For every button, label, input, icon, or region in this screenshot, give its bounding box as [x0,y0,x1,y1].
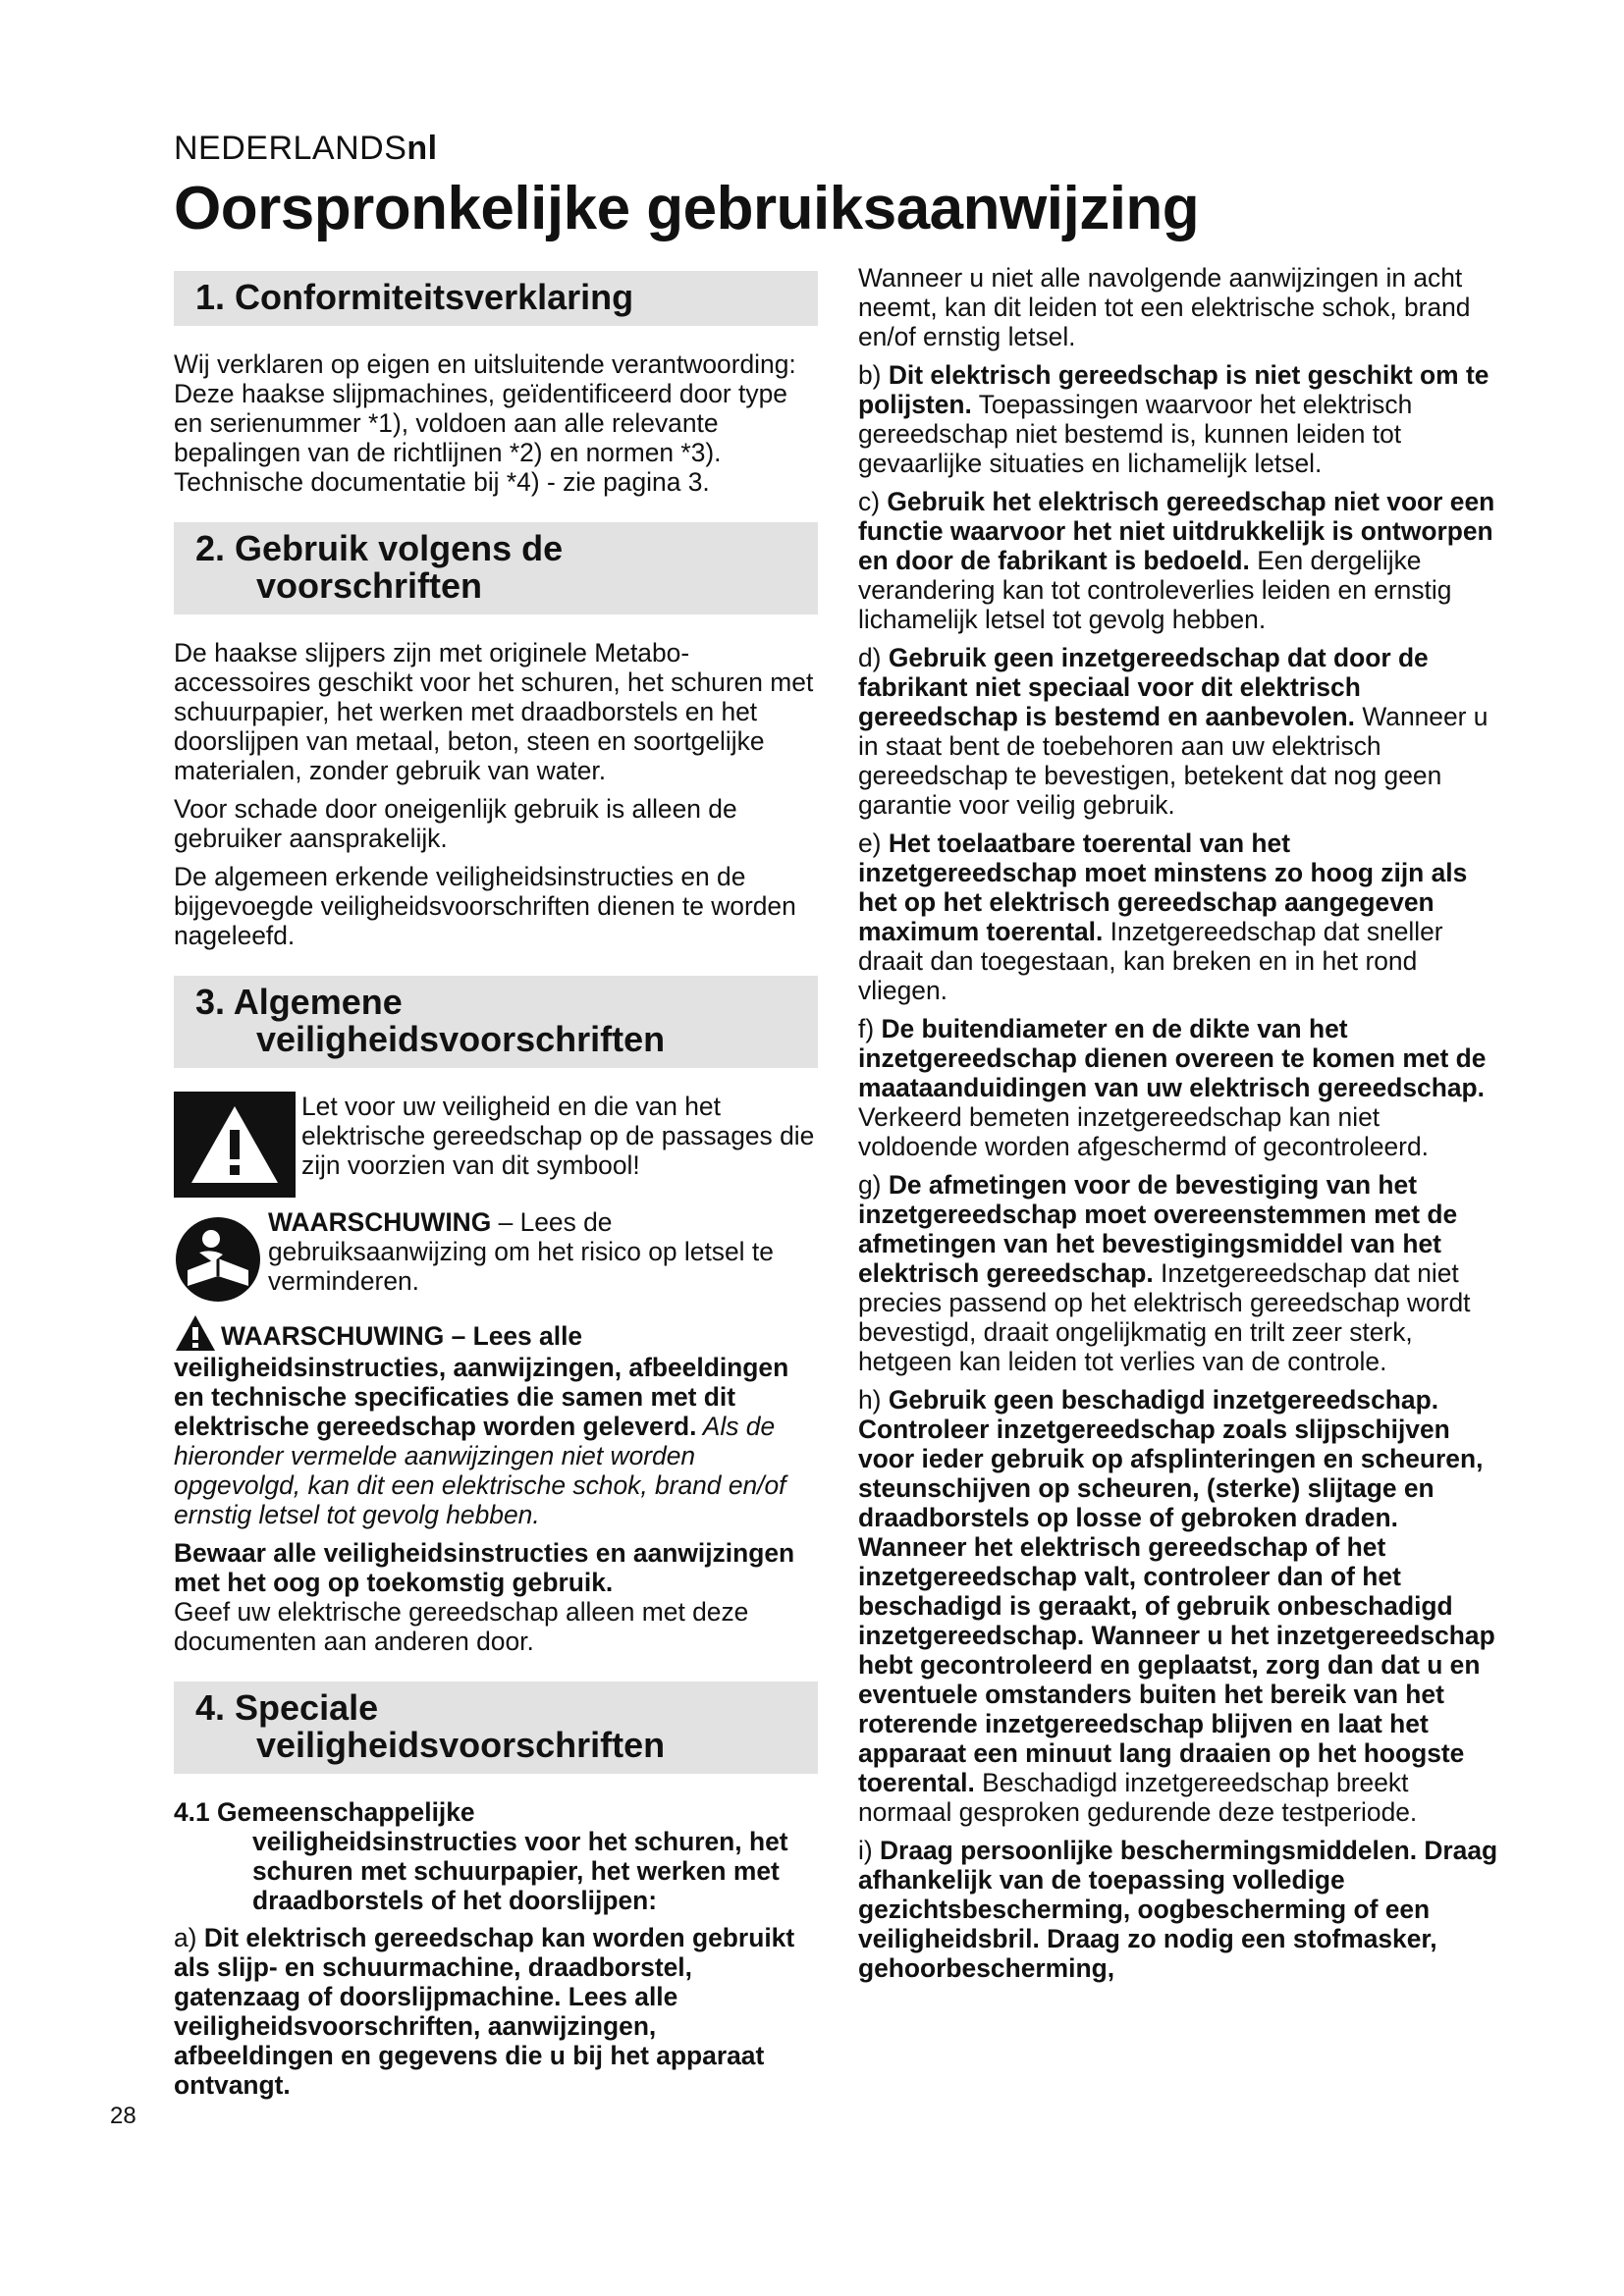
item-d-text: d) Gebruik geen inzetgereedschap dat door de fabrikant niet speciaal voor dit elektrisch gereedschap is bestemd en aanbevolen. Wanneer u in staat bent de toebehoren aan uw elektrisch gereedschap te bevestigen, betekent dat nog geen garantie voor veilig gebruik. [858,643,1489,820]
symbol-note-text: Let voor uw veiligheid en die van het elektrische gereedschap op de passages die zijn voorzien van dit symbool! [301,1092,815,1180]
item-c-text: c) Gebruik het elektrisch gereedschap niet voor een functie waarvoor het niet uitdrukkelijk is ontworpen en door de fabrikant is bedoeld. Een dergelijke verandering kan tot controleverlies leiden en ernstig lichamelijk letsel tot gevolg hebben. [858,487,1495,634]
subsection-4-1-heading: 4.1 Gemeenschappelijke veiligheidsinstructies voor het schuren, het schuren met schuurpapier, het werken met draadborstels of het doorslijpen: [174,1797,788,1915]
warning-read-manual-text: WAARSCHUWING – Lees de gebruiksaanwijzing om het risico op letsel te verminderen. [268,1207,774,1296]
section-4-heading: 4. Speciale veiligheidsvoorschriften [174,1682,818,1774]
warning-triangle-icon [174,1092,296,1198]
page-number: 28 [110,2103,136,2129]
section-2-heading: 2. Gebruik volgens de voorschriften [174,522,818,614]
conformity-text: Wij verklaren op eigen en uitsluitende verantwoording: Deze haakse slijpmachines, geïdentificeerd door type en serienummer *1), voldoen aan alle relevante bepalingen van de richtlijnen *2) en normen *3). Technische documentatie bij *4) - zie pagina 3. [174,349,796,497]
pass-on-text: Geef uw elektrische gereedschap alleen met deze documenten aan anderen door. [174,1597,749,1656]
liability-text: Voor schade door oneigenlijk gebruik is alleen de gebruiker aansprakelijk. [174,794,737,853]
keep-instructions-text: Bewaar alle veiligheidsinstructies en aanwijzingen met het oog op toekomstig gebruik. [174,1538,795,1597]
instructions-text: De algemeen erkende veiligheidsinstructies en de bijgevoegde veiligheidsvoorschriften dienen te worden nageleefd. [174,862,796,950]
item-h-text: h) Gebruik geen beschadigd inzetgereedschap. Controleer inzetgereedschap zoals slijpschijven voor ieder gebruik op afsplinteringen en scheuren, steunschijven op scheuren, (sterke) slijtage en draadborstels op losse of gebroken draden. Wanneer het elektrisch gereedschap of het inzetgereedschap valt, controleer dan of het beschadigd is geraakt, of gebruik onbeschadigd inzetgereedschap. Wanneer u het inzetgereedschap hebt gecontroleerd en geplaatst, zorg dan dat u en eventuele omstanders buiten het bereik van het roterende inzetgereedschap blijven en laat het apparaat een minuut lang draaien op het hoogste toerental. Beschadigd inzetgereedschap breekt normaal gesproken gedurende deze testperiode. [858,1385,1495,1827]
right-column [858,263,1506,1992]
section-1-heading: 1. Conformiteitsverklaring [174,271,818,326]
item-a-continued-text: Wanneer u niet alle navolgende aanwijzingen in acht neemt, kan dit leiden tot een elektrische schok, brand en/of ernstig letsel. [858,263,1471,351]
left-column [174,263,818,2109]
item-g-text: g) De afmetingen voor de bevestiging van het inzetgereedschap moet overeenstemmen met de afmetingen van het bevestigingsmiddel van het elektrisch gereedschap. Inzetgereedschap dat niet precies passend op het elektrisch gereedschap wordt bevestigd, draait ongelijkmatig en trilt zeer sterk, hetgeen kan leiden tot verlies van de controle. [858,1170,1471,1376]
symbol-note-row [174,1092,818,1198]
page-title: Oorspronkelijke gebruiksaanwijzing [174,175,1200,242]
intended-use-text: De haakse slijpers zijn met originele Metabo-accessoires geschikt voor het schuren, het schuren met schuurpapier, het werken met draadborstels en het doorslijpen van metaal, beton, steen en soortgelijke materialen, zonder gebruik van water. [174,638,814,785]
general-warning-text: WAARSCHUWING – Lees alle veiligheidsinstructies, aanwijzingen, afbeeldingen en technische specificaties die samen met dit elektrische gereedschap worden geleverd. Als de hieronder vermelde aanwijzingen niet worden opgevolgd, kan dit een elektrische schok, brand en/of ernstig letsel tot gevolg hebben. [174,1313,818,1529]
read-manual-row [174,1207,818,1304]
warning-triangle-small-icon [174,1313,217,1353]
language-label: NEDERLANDSnl [174,130,438,167]
item-i-text: i) Draag persoonlijke beschermingsmiddelen. Draag afhankelijk van de toepassing volledige gezichtsbescherming, oogbescherming of een veiligheidsbril. Draag zo nodig een stofmasker, gehoorbescherming, [858,1836,1498,1983]
read-manual-icon [174,1215,262,1304]
item-a-text: a) Dit elektrisch gereedschap kan worden gebruikt als slijp- en schuurmachine, draadborstel, gatenzaag of doorslijpmachine. Lees alle veiligheidsvoorschriften, aanwijzingen, afbeeldingen en gegevens die u bij het apparaat ontvangt. [174,1923,795,2100]
item-e-text: e) Het toelaatbare toerental van het inzetgereedschap moet minstens zo hoog zijn als het op het elektrisch gereedschap aangegeven maximum toerental. Inzetgereedschap dat sneller draait dan toegestaan, kan breken en in het rond vliegen. [858,828,1468,1005]
page-header [174,130,1548,243]
section-3-heading: 3. Algemene veiligheidsvoorschriften [174,976,818,1068]
item-f-text: f) De buitendiameter en de dikte van het inzetgereedschap dienen overeen te komen met de maataanduidingen van uw elektrisch gereedschap. Verkeerd bemeten inzetgereedschap kan niet voldoende worden afgeschermd of gecontroleerd. [858,1014,1487,1161]
item-b-text: b) Dit elektrisch gereedschap is niet geschikt om te polijsten. Toepassingen waarvoor het elektrisch gereedschap niet bestemd is, kunnen leiden tot gevaarlijke situaties en lichamelijk letsel. [858,360,1489,478]
